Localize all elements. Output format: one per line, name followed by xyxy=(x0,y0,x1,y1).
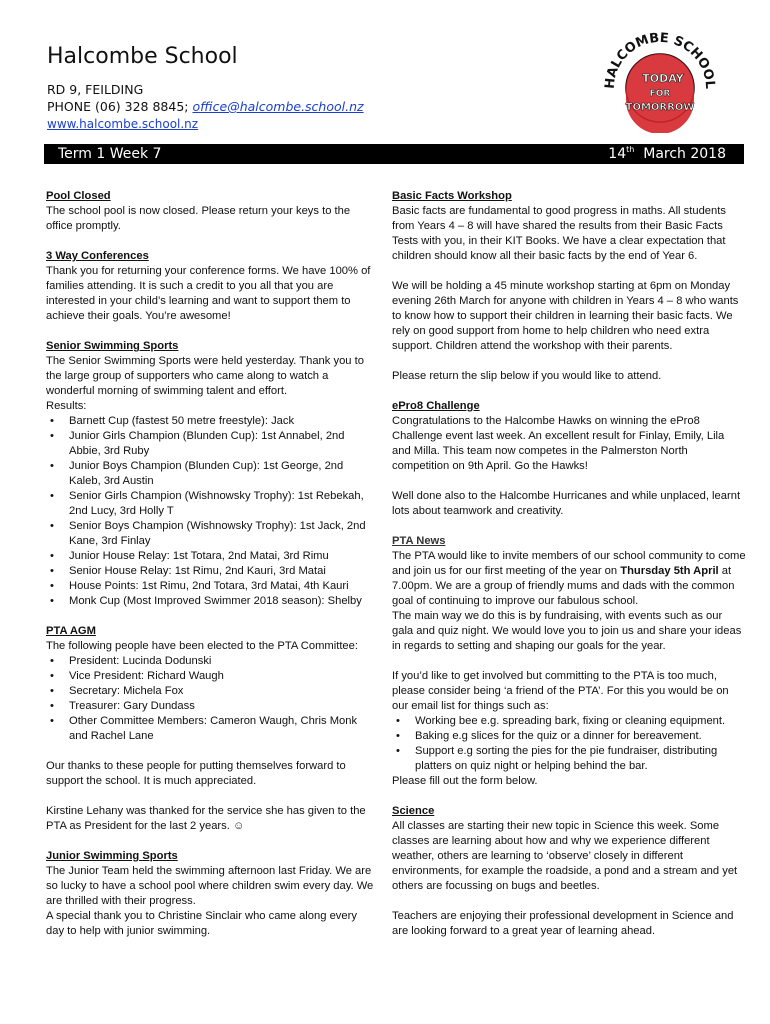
sci-text-2: Teachers are enjoying their professional development in Science and are looking forward to a great year of learning ahead. xyxy=(392,910,734,937)
list-item: • Barnett Cup (fastest 50 metre freestyle): Jack xyxy=(46,414,378,429)
swim-text: The Senior Swimming Sports were held yesterday. Thank you to the large group of supporters who came along to watch a wonderful morning of swimming talent and effort. xyxy=(46,355,364,397)
list-item: • Senior Boys Champion (Wishnowsky Trophy): 1st Jack, 2nd Kane, 3rd Finlay xyxy=(46,519,378,549)
bf-title: Basic Facts Workshop xyxy=(392,190,512,202)
list-item: • Senior House Relay: 1st Rimu, 2nd Kauri, 3rd Matai xyxy=(46,564,378,579)
list-item: • President: Lucinda Dodunski xyxy=(46,654,378,669)
list-item: • Monk Cup (Most Improved Swimmer 2018 season): Shelby xyxy=(46,594,378,609)
right-column xyxy=(392,189,746,939)
sci-title: Science xyxy=(392,805,435,817)
list-item: • Vice President: Richard Waugh xyxy=(46,669,378,684)
swim-title: Senior Swimming Sports xyxy=(46,340,179,352)
pta-text-4: Please fill out the form below. xyxy=(392,775,538,787)
logo-arc-text: HALCOMBE SCHOOL xyxy=(602,30,718,90)
left-column xyxy=(46,189,378,939)
phone: PHONE (06) 328 8845; xyxy=(47,99,189,114)
term-bar xyxy=(44,144,744,164)
pta-text-3: If you’d like to get involved but committing to the PTA is too much, please consider being ‘a friend of the PTA’. For this you would be on our email list for things such as: xyxy=(392,670,729,712)
epro-text-2: Well done also to the Halcombe Hurricanes and while unplaced, learnt lots about teamwork and creativity. xyxy=(392,490,741,517)
contact-line xyxy=(47,98,607,115)
epro-title: ePro8 Challenge xyxy=(392,400,480,412)
list-item: • Senior Girls Champion (Wishnowsky Trophy): 1st Rebekah, 2nd Lucy, 3rd Holly T xyxy=(46,489,378,519)
results-label: Results: xyxy=(46,400,87,412)
junior-title: Junior Swimming Sports xyxy=(46,850,178,862)
swim-results xyxy=(46,414,378,609)
list-item: • Junior House Relay: 1st Totara, 2nd Matai, 3rd Rimu xyxy=(46,549,378,564)
issue-date: 14th March 2018 xyxy=(608,145,726,162)
logo-today: TODAY xyxy=(642,72,684,85)
list-item: • Support e.g sorting the pies for the pie fundraiser, distributing platters on quiz night or helping behind the bar. xyxy=(392,744,746,774)
pool-title: Pool Closed xyxy=(46,190,111,202)
pta-text-2: The main way we do this is by fundraising, with events such as our gala and quiz night. We would love you to join us and share your ideas in regards to setting and shaping our goals for the year. xyxy=(392,610,742,652)
list-item: • Other Committee Members: Cameron Waugh, Chris Monk and Rachel Lane xyxy=(46,714,378,744)
school-logo xyxy=(600,18,720,133)
pta-text: The PTA would like to invite members of our school community to come and join us for our first meeting of the year on Thursday 5th April at 7.00pm. We are a group of friendly mums and dads with the common goal of continuing to improve our fabulous school. xyxy=(392,550,746,607)
list-item: • House Points: 1st Rimu, 2nd Totara, 3rd Matai, 4th Kauri xyxy=(46,579,378,594)
term-week: Term 1 Week 7 xyxy=(58,146,162,162)
junior-text: The Junior Team held the swimming afternoon last Friday. We are so lucky to have a school pool where children swim every day. We are thrilled with their progress. xyxy=(46,865,374,907)
pta-title: PTA News xyxy=(392,535,446,547)
agm-text: The following people have been elected to the PTA Committee: xyxy=(46,640,358,652)
pool-text: The school pool is now closed. Please return your keys to the office promptly. xyxy=(46,205,351,232)
pta-news-section xyxy=(392,534,746,789)
epro-text: Congratulations to the Halcombe Hawks on winning the ePro8 Challenge event last week. An excellent result for Finlay, Emily, Lila and Milla. This team now competes in the Palmerston North competition on 9th April. Go the Hawks! xyxy=(392,415,725,472)
bf-text-3: Please return the slip below if you would like to attend. xyxy=(392,370,662,382)
bf-text: Basic facts are fundamental to good progress in maths. All students from Years 4 – 8 will have shared the results from their Basic Facts Tests with you, in their KIT Books. We have a clear expectation that children should know all their basic facts by the end of Year 6. xyxy=(392,205,726,262)
sci-text: All classes are starting their new topic in Science this week. Some classes are learning about how and why we experience different weather, others are learning to ‘observe’ closely in different environments, for example the roadside, a pond and a stream and yet others are focussing on bugs and beetles. xyxy=(392,820,738,892)
agm-kirstine: Kirstine Lehany was thanked for the service she has given to the PTA as President for the last 2 years. ☺ xyxy=(46,805,366,832)
list-item: • Working bee e.g. spreading bark, fixing or cleaning equipment. xyxy=(392,714,746,729)
list-item: • Treasurer: Gary Dundass xyxy=(46,699,378,714)
conf-title: 3 Way Conferences xyxy=(46,250,149,262)
agm-members xyxy=(46,654,378,744)
list-item: • Junior Boys Champion (Blunden Cup): 1st George, 2nd Kaleb, 3rd Austin xyxy=(46,459,378,489)
list-item: • Junior Girls Champion (Blunden Cup): 1st Annabel, 2nd Abbie, 3rd Ruby xyxy=(46,429,378,459)
list-item: • Baking e.g slices for the quiz or a dinner for bereavement. xyxy=(392,729,746,744)
conf-text: Thank you for returning your conference forms. We have 100% of families attending. It is such a credit to you all that you are interested in your child’s learning and want to support them to achieve their goals. You’re awesome! xyxy=(46,265,371,322)
school-name: Halcombe School xyxy=(47,44,238,69)
junior-text-2: A special thank you to Christine Sinclair who came along every day to help with junior swimming. xyxy=(46,910,357,937)
newsletter-header xyxy=(47,44,607,133)
website-link[interactable]: www.halcombe.school.nz xyxy=(47,117,199,131)
school-address: RD 9, FEILDING xyxy=(47,82,144,97)
bf-text-2: We will be holding a 45 minute workshop starting at 6pm on Monday evening 26th March for anyone with children in Years 4 – 8 who wants to know how to support their children in learning their basic facts. We rely on good support from home to help children who need extra support. Children attend the workshop with their parents. xyxy=(392,280,739,352)
logo-tomorrow: TOMORROW xyxy=(625,102,695,113)
list-item: • Secretary: Michela Fox xyxy=(46,684,378,699)
logo-for: FOR xyxy=(649,89,671,99)
pta-friend-list xyxy=(392,714,746,774)
agm-title: PTA AGM xyxy=(46,625,96,637)
email-link[interactable]: office@halcombe.school.nz xyxy=(192,99,364,114)
agm-thanks: Our thanks to these people for putting themselves forward to support the school. It is much appreciated. xyxy=(46,760,346,787)
